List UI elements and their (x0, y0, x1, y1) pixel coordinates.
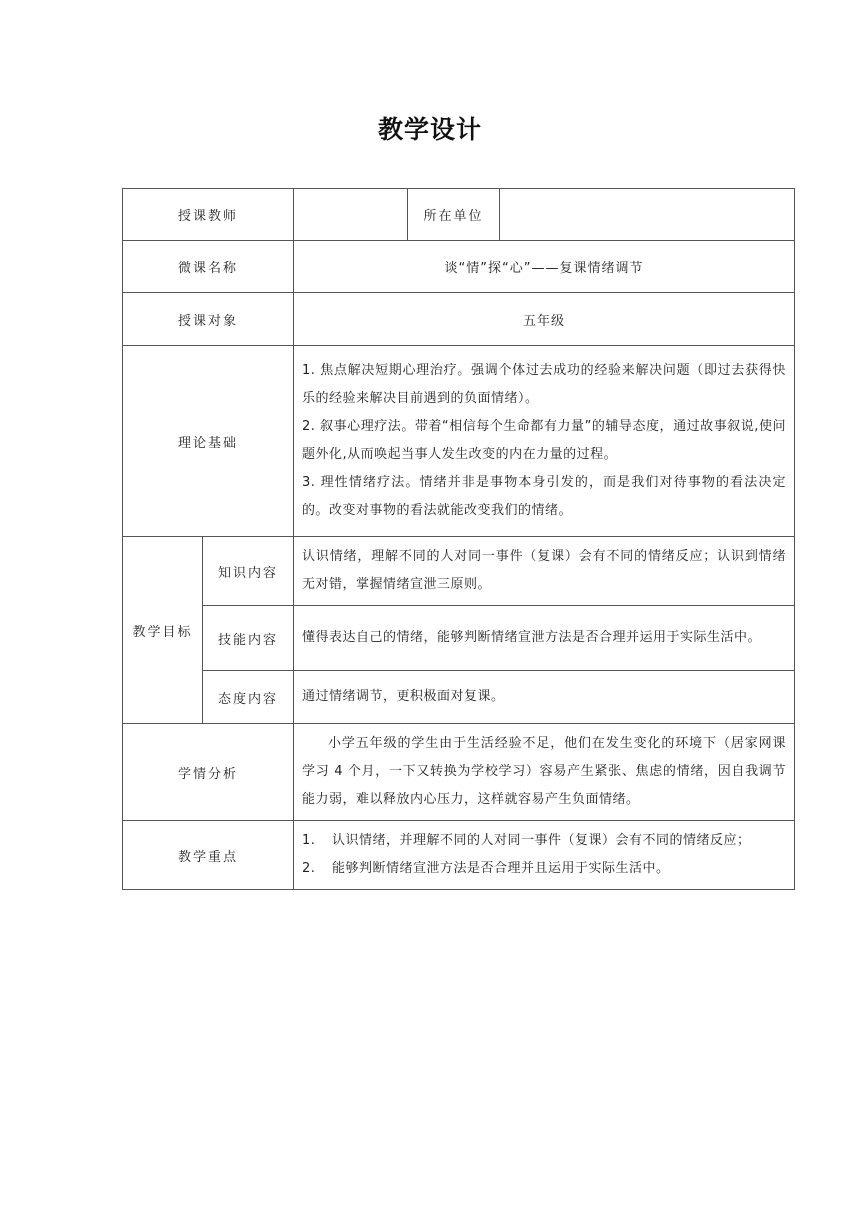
row-skill (123, 606, 795, 671)
focus-label: 教学重点 (123, 821, 294, 890)
attitude-label: 态度内容 (203, 671, 294, 724)
audience-label: 授课对象 (123, 293, 294, 346)
unit-value (500, 189, 795, 241)
lesson-plan-table (122, 188, 795, 890)
focus-item-number: 2. (302, 861, 316, 876)
analysis-value: 小学五年级的学生由于生活经验不足，他们在发生变化的环境下（居家网课学习 4 个月，一下又转换为学校学习）容易产生紧张、焦虑的情绪，因自我调节能力弱，难以释放内心压力，这样就容易产生负面情绪。 (302, 736, 787, 807)
theory-item: 3. 理性情绪疗法。情绪并非是事物本身引发的，而是我们对待事物的看法决定的。改变对事物的看法就能改变我们的情绪。 (302, 475, 787, 518)
skill-value: 懂得表达自己的情绪，能够判断情绪宣泄方法是否合理并运用于实际生活中。 (294, 606, 795, 671)
row-course (123, 241, 795, 293)
course-value: 谈“情”探“心”——复课情绪调节 (294, 241, 795, 293)
analysis-content (294, 724, 795, 821)
document-title: 教学设计 (377, 115, 482, 144)
row-analysis (123, 724, 795, 821)
course-label: 微课名称 (123, 241, 294, 293)
row-audience (123, 293, 795, 346)
row-attitude (123, 671, 795, 724)
focus-item (302, 827, 786, 855)
unit-label: 所在单位 (408, 189, 500, 241)
row-knowledge (123, 537, 795, 606)
row-theory (123, 346, 795, 537)
knowledge-label: 知识内容 (203, 537, 294, 606)
goals-label: 教学目标 (123, 537, 203, 724)
analysis-label: 学情分析 (123, 724, 294, 821)
attitude-value: 通过情绪调节，更积极面对复课。 (294, 671, 795, 724)
teacher-value (294, 189, 408, 241)
skill-label: 技能内容 (203, 606, 294, 671)
teacher-label: 授课教师 (123, 189, 294, 241)
knowledge-value: 认识情绪，理解不同的人对同一事件（复课）会有不同的情绪反应；认识到情绪无对错，掌握情绪宣泄三原则。 (294, 537, 795, 606)
theory-item: 1. 焦点解决短期心理治疗。强调个体过去成功的经验来解决问题（即过去获得快乐的经验来解决目前遇到的负面情绪）。 (302, 363, 787, 406)
row-focus (123, 821, 795, 890)
row-teacher (123, 189, 795, 241)
focus-item-number: 1. (302, 833, 316, 848)
focus-item-text: 认识情绪，并理解不同的人对同一事件（复课）会有不同的情绪反应； (332, 833, 751, 848)
focus-content (294, 821, 795, 890)
theory-label: 理论基础 (123, 346, 294, 537)
audience-value: 五年级 (294, 293, 795, 346)
focus-item (302, 855, 786, 883)
theory-content (294, 346, 795, 537)
theory-item: 2. 叙事心理疗法。带着“相信每个生命都有力量”的辅导态度，通过故事叙说,使问题外化,从而唤起当事人发生改变的内在力量的过程。 (302, 419, 787, 462)
focus-item-text: 能够判断情绪宣泄方法是否合理并且运用于实际生活中。 (332, 861, 670, 876)
